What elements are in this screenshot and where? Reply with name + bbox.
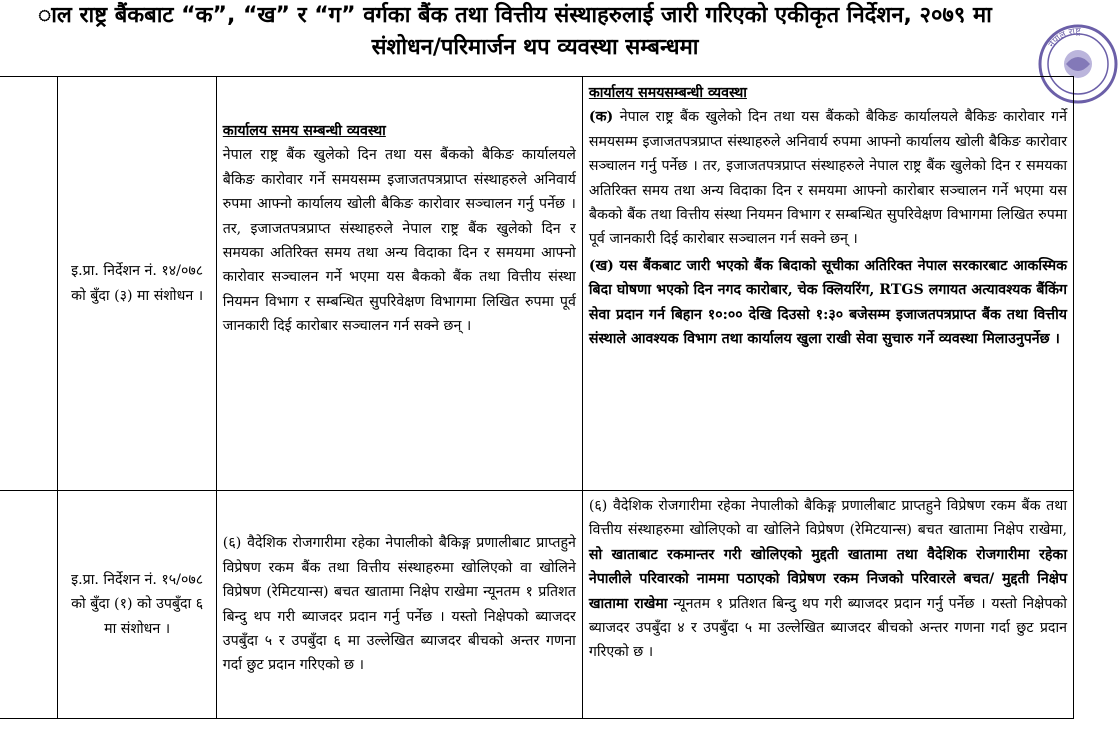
revised-clause-a	[589, 105, 1067, 251]
existing-provision-cell	[216, 77, 582, 491]
clause-a-text: नेपाल राष्ट्र बैंक खुलेको दिन तथा यस बैंकको बैकिङ कार्यालयले बैकिङ कारोवार गर्ने समयसम्म इजाजतपत्रप्राप्त संस्थाहरुले अनिवार्य रुपमा आफ्नो कार्यालय खोली बैकिङ कारोवार सञ्चालन गर्नु पर्नेछ । तर, इजाजतपत्रप्राप्त संस्थाहरुले नेपाल राष्ट्र बैंक खुलेको दिन र समयका अतिरिक्त समय तथा अन्य विदाका दिन र समयमा आफ्नो कारोबार सञ्चालन गर्ने भएमा यस बैकको बैंक तथा वित्तीय संस्था नियमन विभाग र सम्बन्धित सुपरिवेक्षण विभागमा लिखित रुपमा पूर्व जानकारी दिई कारोबार सञ्चालन गर्न सक्ने छन् ।	[588, 109, 1067, 248]
revised-provision-cell	[582, 77, 1073, 491]
existing-text: नेपाल राष्ट्र बैंक खुलेको दिन तथा यस बैंकको बैकिङ कार्यालयले बैकिङ कारोवार गर्ने समयसम्म इजाजतपत्रप्राप्त संस्थाहरुले अनिवार्य रुपमा आफ्नो कार्यालय खोली बैकिङ कारोवार सञ्चालन गर्नु पर्नेछ । तर, इजाजतपत्रप्राप्त संस्थाहरुले नेपाल राष्ट्र बैंक खुलेको दिन र समयका अतिरिक्त समय तथा अन्य विदाका दिन र समयमा आफ्नो कारोवार सञ्चालन गर्ने भएमा यस बैकको बैंक तथा वित्तीय संस्था नियमन विभाग र सम्बन्धित सुपरिवेक्षण विभागमा लिखित रुपमा पूर्व जानकारी दिई कारोबार सञ्चालन गर्न सक्ने छन् ।	[222, 147, 576, 335]
document-title	[0, 0, 1070, 64]
existing-heading: कार्यालय समय सम्बन्धी व्यवस्था	[222, 123, 386, 139]
existing-text: (६) वैदेशिक रोजगारीमा रहेका नेपालीको बैकिङ्ग प्रणालीबाट प्राप्तहुने विप्रेषण रकम बैंक तथा वित्तीय संस्थाहरुमा खोलिएको वा खोलिने विप्रेषण (रेमिटयान्स) बचत खातामा निक्षेप राखेमा न्यूनतम १ प्रतिशत बिन्दु थप गरी ब्याजदर प्रदान गर्नु पर्नेछ । यस्तो निक्षेपको ब्याजदर उपबुँदा ५ र उपबुँदा ६ मा उल्लेखित ब्याजदर बीचको अन्तर गणना गर्दा छुट प्रदान गरिएको छ ।	[222, 535, 576, 674]
reference-cell	[58, 77, 216, 491]
title-line-2: संशोधन/परिमार्जन थप व्यवस्था सम्बन्धमा	[371, 35, 699, 60]
revised-text	[589, 494, 1067, 665]
seal-text: नेपाल राष्ट्र	[1047, 26, 1081, 50]
reference-text: इ.प्रा. निर्देशन नं. १४/०७८ को बुँदा (३) मा संशोधन ।	[71, 263, 204, 304]
clause-a-label: (क)	[588, 109, 614, 126]
table-row	[0, 491, 1074, 719]
row-number-cell	[0, 77, 58, 491]
amendment-table	[0, 76, 1074, 719]
title-line-1: ाल राष्ट्र बैंकबाट “क”, “ख” र “ग” वर्गका बैंक तथा वित्तीय संस्थाहरुलाई जारी गरिएको एकीकृत निर्देशन, २०७९ मा	[38, 3, 992, 28]
revised-provision-cell	[582, 491, 1073, 719]
reference-cell	[58, 491, 216, 719]
existing-provision-cell	[216, 491, 582, 719]
revised-clause-b: (ख) यस बैंकबाट जारी भएको बैंक बिदाको सूचीका अतिरिक्त नेपाल सरकारबाट आकस्मिक बिदा घोषणा भएको दिन नगद कारोबार, चेक क्लियरिंग, RTGS लगायत अत्यावश्यक बैंकिंग सेवा प्रदान गर्न बिहान १०:०० देखि दिउसो १:३० बजेसम्म इजाजतपत्रप्राप्त बैंक तथा वित्तीय संस्थाले आवश्यक विभाग तथा कार्यालय खुला राखी सेवा सुचारु गर्ने व्यवस्था मिलाउनुपर्नेछ ।	[588, 257, 1067, 348]
table-row	[0, 77, 1074, 491]
revised-text-pre: (६) वैदेशिक रोजगारीमा रहेका नेपालीको बैकिङ्ग प्रणालीबाट प्राप्तहुने विप्रेषण रकम बैंक तथा वित्तीय संस्थाहरुमा खोलिएको वा खोलिने विप्रेषण (रेमिटयान्स) बचत खातामा निक्षेप राखेमा,	[588, 498, 1067, 539]
revised-text-bold: सो खाताबाट रकमान्तर गरी खोलिएको मुद्दती खातामा तथा वैदेशिक रोजगारीमा रहेका नेपालीले परिवारको नाममा पठाएको विप्रेषण रकम निजको परिवारले बचत/ मुद्दती निक्षेप खातामा राखेमा	[588, 546, 1067, 612]
revised-heading: कार्यालय समयसम्बन्धी व्यवस्था	[588, 85, 747, 101]
revised-text-post: न्यूनतम १ प्रतिशत बिन्दु थप गरी ब्याजदर प्रदान गर्नु पर्नेछ । यस्तो निक्षेपको ब्याजदर उपबुँदा ४ र उपबुँदा ५ मा उल्लेखित ब्याजदर बीचको अन्तर गणना गर्दा छुट प्रदान गरिएको छ ।	[588, 595, 1067, 661]
reference-text: इ.प्रा. निर्देशन नं. १५/०७८ को बुँदा (१) को उपबुँदा ६ मा संशोधन ।	[71, 571, 204, 637]
row-number-cell	[0, 491, 58, 719]
